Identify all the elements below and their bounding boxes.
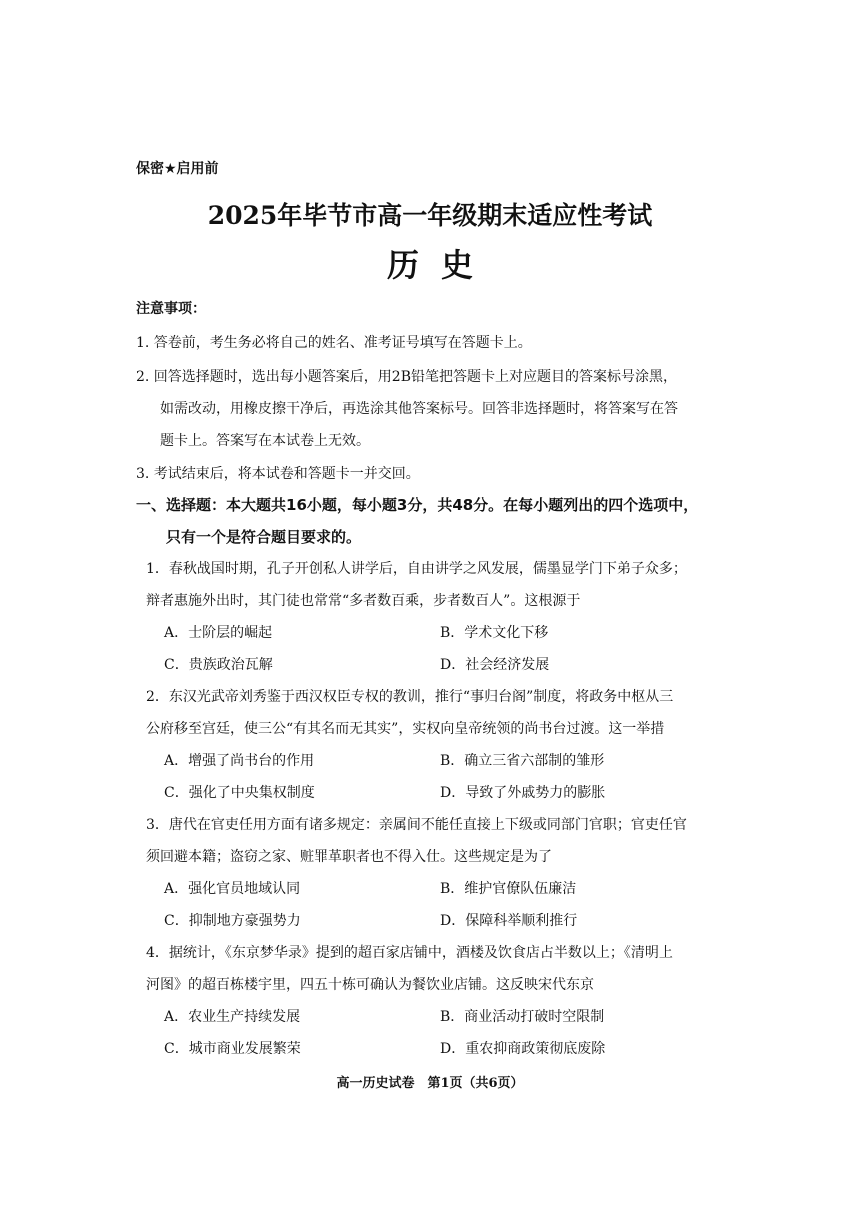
notice-item-2-cont: 如需改动，用橡皮擦干净后，再选涂其他答案标号。回答非选择题时，将答案写在答 (160, 401, 678, 417)
page-footer: 高一历史试卷 第1页（共6页） (336, 1076, 524, 1091)
question-3-option-a[interactable]: A．强化官员地域认同 (164, 881, 301, 897)
section-heading-cont: 只有一个是符合题目要求的。 (166, 528, 362, 546)
question-1-option-a[interactable]: A．士阶层的崛起 (164, 625, 273, 641)
question-1-option-b[interactable]: B．学术文化下移 (440, 625, 549, 641)
subject-title: 历史 (386, 246, 495, 284)
question-2-line-1: 2．东汉光武帝刘秀鉴于西汉权臣专权的教训，推行“事归台阁”制度，将政务中枢从三 (146, 689, 674, 705)
question-4-option-d[interactable]: D．重农抑商政策彻底废除 (440, 1041, 606, 1057)
notice-item-2: 2. 回答选择题时，选出每小题答案后，用2B铅笔把答题卡上对应题目的答案标号涂黑， (136, 369, 678, 385)
question-1-option-c[interactable]: C．贵族政治瓦解 (164, 657, 273, 673)
notice-item-2-cont2: 题卡上。答案写在本试卷上无效。 (160, 433, 370, 449)
question-4-option-a[interactable]: A．农业生产持续发展 (164, 1009, 301, 1025)
question-4-option-b[interactable]: B．商业活动打破时空限制 (440, 1009, 605, 1025)
section-heading: 一、选择题：本大题共16小题，每小题3分，共48分。在每小题列出的四个选项中， (136, 496, 699, 514)
confidential-label: 保密★启用前 (136, 161, 219, 177)
exam-title: 2025年毕节市高一年级期末适应性考试 (207, 201, 653, 230)
question-3-option-d[interactable]: D．保障科举顺利推行 (440, 913, 578, 929)
question-4-option-c[interactable]: C．城市商业发展繁荣 (164, 1041, 301, 1057)
question-1-line-1: 1．春秋战国时期，孔子开创私人讲学后，自由讲学之风发展，儒墨显学门下弟子众多； (146, 561, 687, 577)
question-2-option-a[interactable]: A．增强了尚书台的作用 (164, 753, 315, 769)
question-1-line-2: 辩者惠施外出时，其门徒也常常“多者数百乘，步者数百人”。这根源于 (146, 593, 581, 609)
question-3-option-b[interactable]: B．维护官僚队伍廉洁 (440, 881, 577, 897)
question-1-option-d[interactable]: D．社会经济发展 (440, 657, 550, 673)
question-3-line-2: 须回避本籍；盗窃之家、赃罪革职者也不得入仕。这些规定是为了 (146, 849, 552, 865)
question-3-option-c[interactable]: C．抑制地方豪强势力 (164, 913, 301, 929)
question-2-option-b[interactable]: B．确立三省六部制的雏形 (440, 753, 605, 769)
question-4-line-1: 4．据统计，《东京梦华录》提到的超百家店铺中，酒楼及饮食店占半数以上；《清明上 (146, 945, 673, 961)
question-2-line-2: 公府移至宫廷，使三公“有其名而无其实”，实权向皇帝统领的尚书台过渡。这一举措 (146, 721, 665, 737)
notice-item-1: 1. 答卷前，考生务必将自己的姓名、准考证号填写在答题卡上。 (136, 335, 532, 351)
notice-heading: 注意事项： (136, 301, 206, 317)
question-2-option-c[interactable]: C．强化了中央集权制度 (164, 785, 315, 801)
question-4-line-2: 河图》的超百栋楼宇里，四五十栋可确认为餐饮业店铺。这反映宋代东京 (146, 977, 594, 993)
question-2-option-d[interactable]: D．导致了外戚势力的膨胀 (440, 785, 606, 801)
notice-item-3: 3. 考试结束后，将本试卷和答题卡一并交回。 (136, 466, 420, 482)
question-3-line-1: 3．唐代在官吏任用方面有诸多规定：亲属间不能任直接上下级或同部门官职；官吏任官 (146, 817, 687, 833)
